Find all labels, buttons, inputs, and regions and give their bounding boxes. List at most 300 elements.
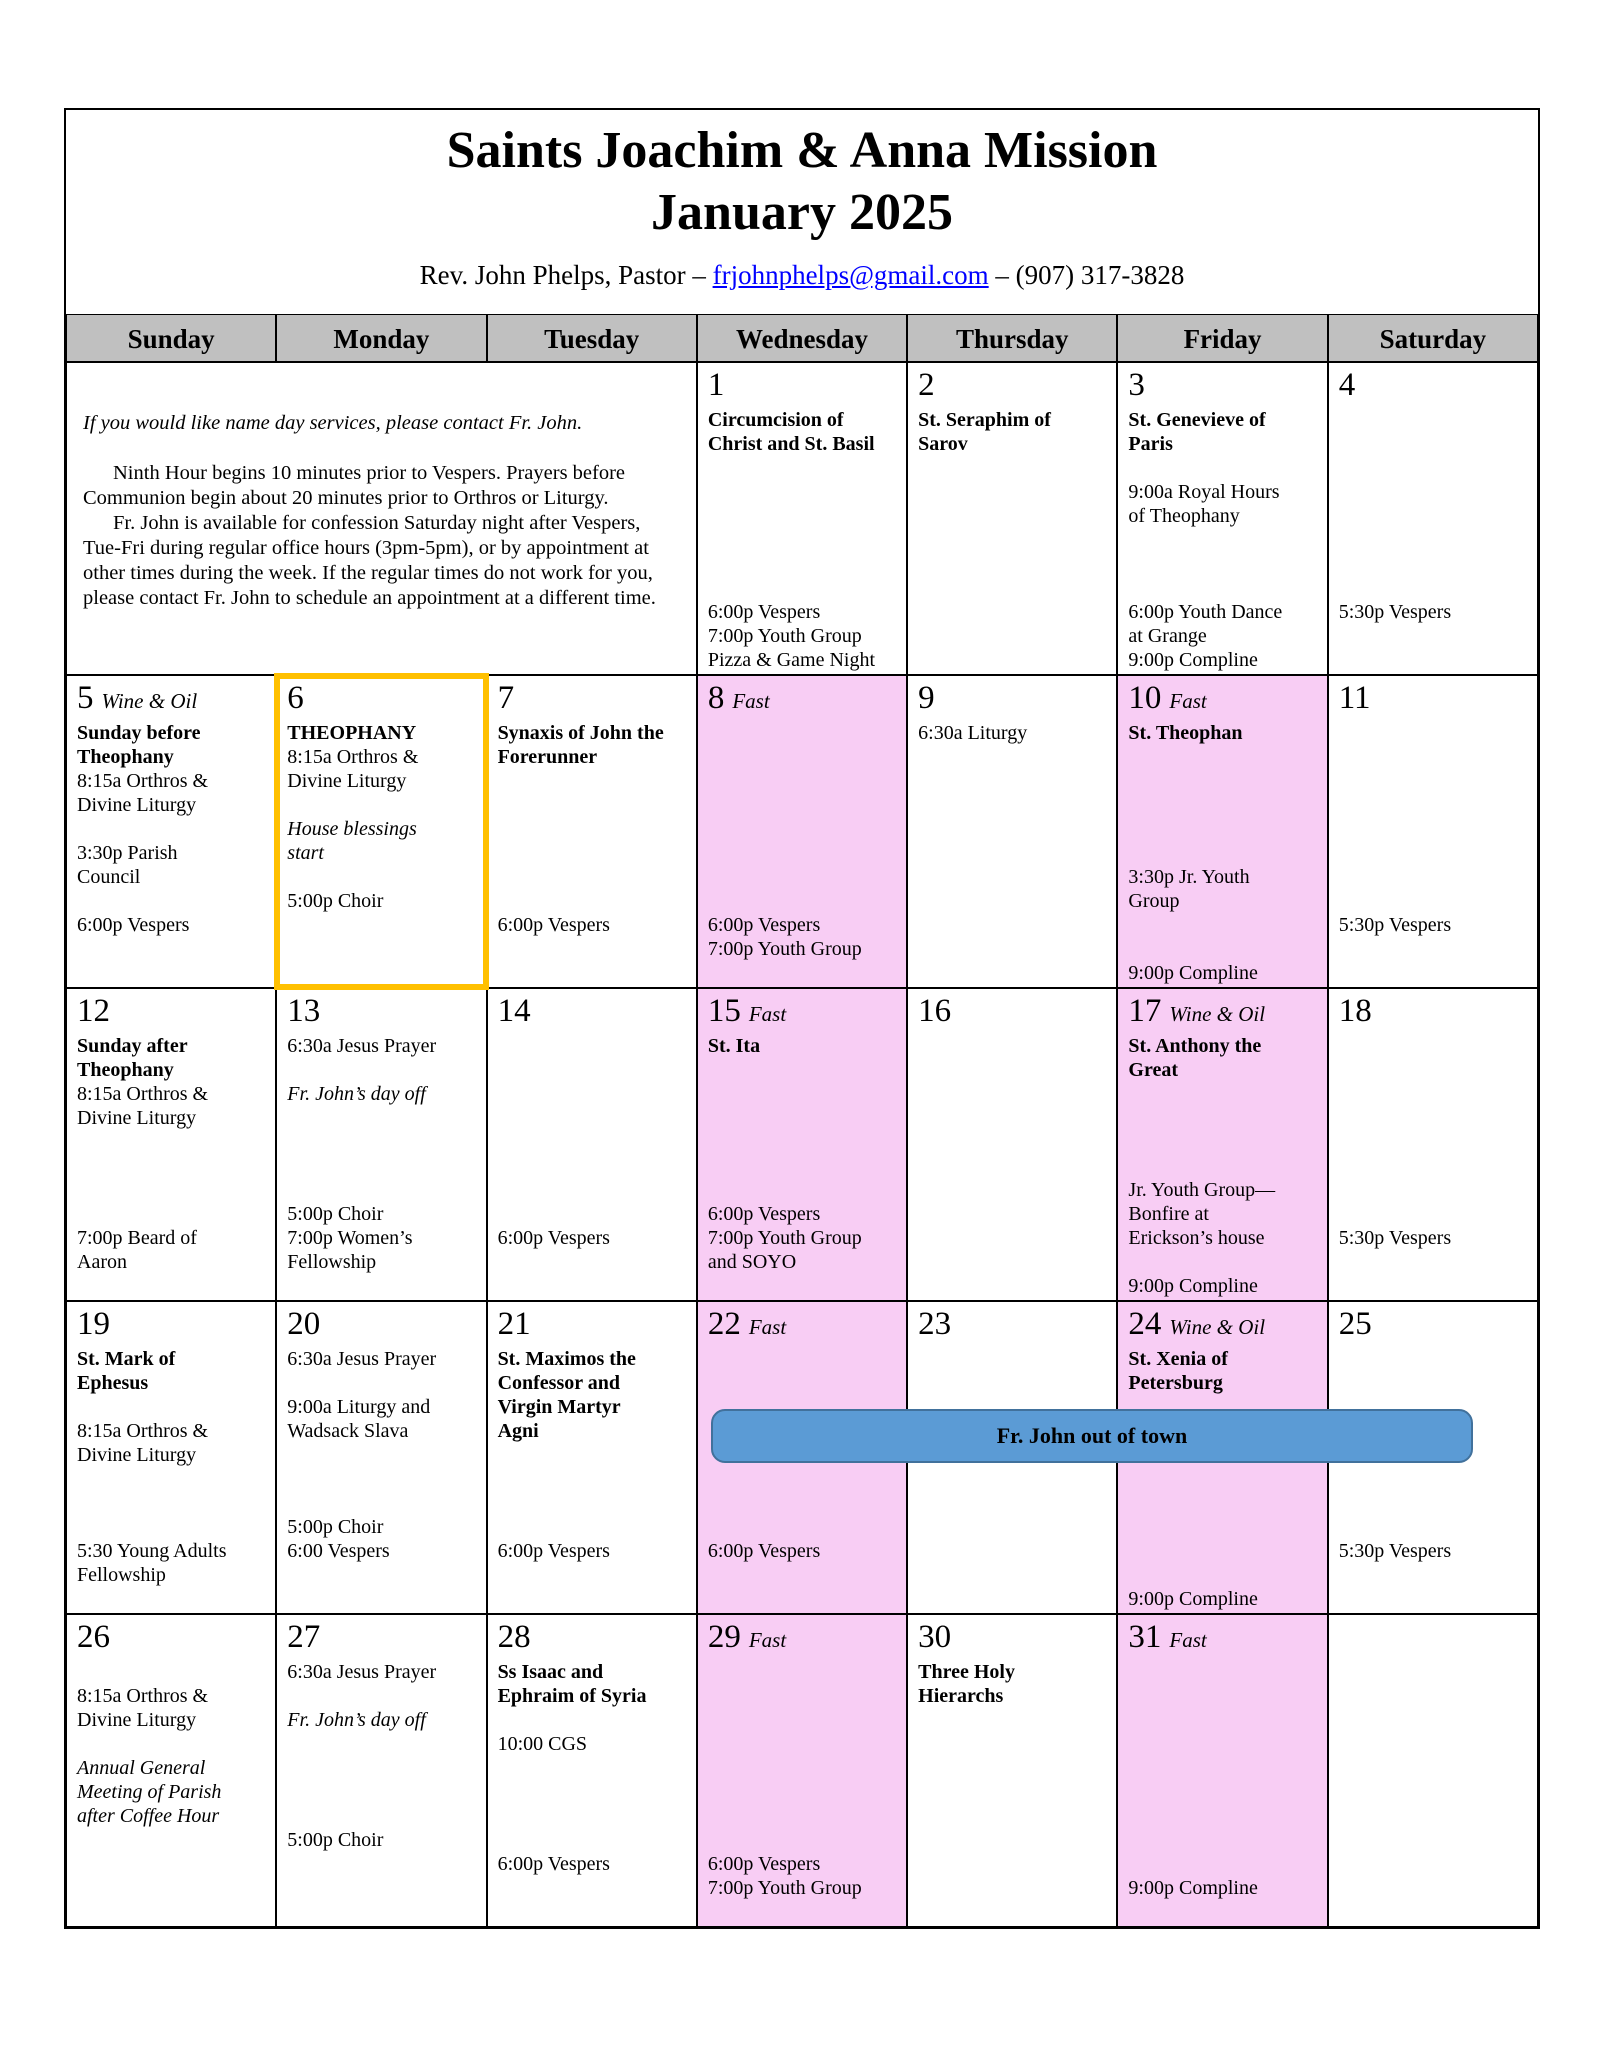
weekday-header-wednesday: Wednesday <box>697 314 907 362</box>
day-cell-11 <box>1328 675 1538 988</box>
event-line: 7:00p Youth Group <box>707 625 862 647</box>
day-number: 15 <box>707 993 741 1029</box>
day-number-line <box>708 680 896 722</box>
spacer-line <box>708 1516 896 1540</box>
spacer-line <box>498 1179 686 1203</box>
spacer-line <box>1128 457 1316 481</box>
day-number-line <box>918 367 1106 409</box>
day-cell-15 <box>697 988 907 1301</box>
spacer-line <box>1339 529 1527 553</box>
spacer-line <box>498 1805 686 1829</box>
spacer-line <box>1339 1203 1527 1227</box>
spacer-line <box>287 1372 475 1396</box>
spacer-line <box>287 1781 475 1805</box>
event-line: THEOPHANY <box>287 722 417 744</box>
spacer-line <box>1339 433 1527 457</box>
page-title-line1: Saints Joachim & Anna Mission <box>446 122 1158 179</box>
event-line: Wadsack Slava <box>287 1420 409 1442</box>
event-line: 9:00p Compline <box>1128 1877 1258 1899</box>
event-line: 8:15a Orthros & <box>77 1685 209 1707</box>
spacer-line <box>708 1083 896 1107</box>
event-line: 8:15a Orthros & <box>77 1083 209 1105</box>
spacer-line <box>708 577 896 601</box>
spacer-line <box>77 1661 265 1685</box>
spacer-line <box>708 457 896 481</box>
spacer-line <box>1128 1468 1316 1492</box>
day-number: 6 <box>287 680 304 716</box>
day-number: 14 <box>497 993 531 1029</box>
day-cell-5 <box>66 675 276 988</box>
spacer-line <box>498 842 686 866</box>
event-line: Divine Liturgy <box>77 1709 197 1731</box>
spacer-line <box>1128 746 1316 770</box>
spacer-line <box>708 1781 896 1805</box>
spacer-line <box>1128 842 1316 866</box>
spacer-line <box>77 1179 265 1203</box>
spacer-line <box>77 1733 265 1757</box>
title-block <box>66 110 1538 314</box>
spacer-line <box>77 818 265 842</box>
announcement-paragraph-1: Ninth Hour begins 10 minutes prior to Vespers. Prayers before Communion begin about 20 minutes prior to Orthros or Liturgy. <box>83 462 626 509</box>
day-number: 18 <box>1338 993 1372 1029</box>
spacer-line <box>708 529 896 553</box>
day-number: 23 <box>918 1306 952 1342</box>
spacer-line <box>1128 1709 1316 1733</box>
event-line: 6:00p Vespers <box>497 1227 610 1249</box>
day-number: 27 <box>287 1619 321 1655</box>
spacer-line <box>708 1468 896 1492</box>
day-tag-label: Wine & Oil <box>1169 1002 1266 1026</box>
event-line: St. Maximos the <box>497 1348 636 1370</box>
event-line: Sunday after <box>77 1035 188 1057</box>
event-line: Meeting of Parish <box>77 1781 222 1803</box>
day-number: 29 <box>707 1619 741 1655</box>
day-cell-28 <box>487 1614 697 1927</box>
event-line: St. Mark of <box>77 1348 176 1370</box>
day-cell-16 <box>907 988 1117 1301</box>
event-line: Three Holy <box>918 1661 1015 1683</box>
event-line: 3:30p Parish <box>77 842 178 864</box>
page-title-line2: January 2025 <box>651 184 953 241</box>
event-line: 7:00p Youth Group <box>707 1877 862 1899</box>
spacer-line <box>1339 722 1527 746</box>
day-number: 20 <box>287 1306 321 1342</box>
spacer-line <box>1339 866 1527 890</box>
day-cell-13 <box>276 988 486 1301</box>
day-cell-19 <box>66 1301 276 1614</box>
event-line: Divine Liturgy <box>287 770 407 792</box>
day-number-line <box>918 1306 1106 1348</box>
pastor-email-link[interactable]: frjohnphelps@gmail.com <box>712 260 989 290</box>
spacer-line <box>1128 1564 1316 1588</box>
spacer-line <box>1339 1348 1527 1372</box>
spacer-line <box>1339 1059 1527 1083</box>
day-cell-18 <box>1328 988 1538 1301</box>
event-line: 6:00p Vespers <box>707 1853 821 1875</box>
spacer-line <box>1339 1107 1527 1131</box>
spacer-line <box>1128 938 1316 962</box>
spacer-line <box>708 842 896 866</box>
spacer-line <box>708 1829 896 1853</box>
spacer-line <box>77 1203 265 1227</box>
event-line: 5:30p Vespers <box>1338 914 1452 936</box>
day-number: 30 <box>918 1619 952 1655</box>
event-line: Forerunner <box>497 746 598 768</box>
event-line: Jr. Youth Group— <box>1128 1179 1276 1201</box>
day-cell-29 <box>697 1614 907 1927</box>
spacer-line <box>1128 1853 1316 1877</box>
spacer-line <box>1339 1179 1527 1203</box>
event-line: 6:00p Vespers <box>497 1540 610 1562</box>
day-cell-12 <box>66 988 276 1301</box>
week-row-1 <box>66 362 1538 675</box>
spacer-line <box>287 1155 475 1179</box>
day-number-line <box>1128 1619 1316 1661</box>
event-line: 7:00p Women’s <box>287 1227 413 1249</box>
week-row-3 <box>66 988 1538 1301</box>
spacer-line <box>1339 409 1527 433</box>
day-tag-label: Wine & Oil <box>1169 1315 1266 1339</box>
spacer-line <box>498 1516 686 1540</box>
spacer-line <box>708 1805 896 1829</box>
event-line: Agni <box>497 1420 539 1442</box>
pastor-name-label: Rev. John Phelps, Pastor – <box>419 260 713 290</box>
event-line: Sarov <box>918 433 968 455</box>
weekday-header-sunday: Sunday <box>66 314 276 362</box>
spacer-line <box>1339 1468 1527 1492</box>
spacer-line <box>1128 1733 1316 1757</box>
spacer-line <box>1128 1107 1316 1131</box>
event-line: Annual General <box>77 1757 206 1779</box>
day-number: 26 <box>77 1619 110 1655</box>
event-line: 9:00p Compline <box>1128 649 1258 671</box>
day-tag-label: Fast <box>1169 689 1207 713</box>
spacer-line <box>1339 890 1527 914</box>
event-line: 5:30 Young Adults <box>77 1540 227 1562</box>
event-line: 7:00p Youth Group <box>707 1227 862 1249</box>
day-number-line <box>1339 1619 1527 1661</box>
weekday-header-row <box>66 314 1538 362</box>
day-number-line <box>77 993 265 1035</box>
event-line: and SOYO <box>707 1251 797 1273</box>
event-line: St. Ita <box>707 1035 761 1057</box>
event-line: Bonfire at <box>1128 1203 1209 1225</box>
day-number: 9 <box>918 680 935 716</box>
spacer-line <box>498 770 686 794</box>
day-number-line <box>918 1619 1106 1661</box>
event-line: Fr. John’s day off <box>287 1083 426 1105</box>
event-line: 6:00p Vespers <box>707 1203 821 1225</box>
event-line: St. Genevieve of <box>1128 409 1266 431</box>
day-cell-26 <box>66 1614 276 1927</box>
spacer-line <box>1128 553 1316 577</box>
spacer-line <box>1128 529 1316 553</box>
event-line: 3:30p Jr. Youth <box>1128 866 1250 888</box>
day-number-line <box>1128 1306 1316 1348</box>
spacer-line <box>708 1661 896 1685</box>
spacer-line <box>1128 1805 1316 1829</box>
day-cell-31 <box>1117 1614 1327 1927</box>
event-line: 6:00p Vespers <box>497 1853 610 1875</box>
spacer-line <box>498 1059 686 1083</box>
day-number-line <box>498 1619 686 1661</box>
day-cell-27 <box>276 1614 486 1927</box>
event-line: start <box>287 842 324 864</box>
spacer-line <box>1339 553 1527 577</box>
day-number-line <box>708 1306 896 1348</box>
spacer-line <box>287 1107 475 1131</box>
spacer-line <box>498 1709 686 1733</box>
spacer-line <box>1339 457 1527 481</box>
spacer-line <box>708 481 896 505</box>
spacer-line <box>1339 1083 1527 1107</box>
day-number-line <box>918 680 1106 722</box>
day-number: 31 <box>1128 1619 1162 1655</box>
event-line: Ss Isaac and <box>497 1661 604 1683</box>
spacer-line <box>1339 1155 1527 1179</box>
announcements-cell <box>66 362 697 675</box>
day-number-line <box>1339 1306 1527 1348</box>
spacer-line <box>708 1492 896 1516</box>
event-line: St. Anthony the <box>1128 1035 1262 1057</box>
day-number-line <box>708 1619 896 1661</box>
spacer-line <box>1128 1540 1316 1564</box>
day-number-line <box>498 993 686 1035</box>
day-tag-label: Fast <box>748 1628 787 1652</box>
week-row-4 <box>66 1301 1538 1614</box>
day-number: 11 <box>1338 680 1371 716</box>
weekday-header-tuesday: Tuesday <box>487 314 697 362</box>
event-line: Circumcision of <box>707 409 844 431</box>
spacer-line <box>498 890 686 914</box>
event-line: Divine Liturgy <box>77 1444 197 1466</box>
event-line: at Grange <box>1128 625 1207 647</box>
day-number: 4 <box>1338 367 1356 403</box>
event-line: St. Theophan <box>1128 722 1243 744</box>
spacer-line <box>708 1757 896 1781</box>
day-cell-8 <box>697 675 907 988</box>
spacer-line <box>1128 1516 1316 1540</box>
day-tag-label: Fast <box>1169 1628 1207 1652</box>
day-cell-4 <box>1328 362 1538 675</box>
day-number: 25 <box>1338 1306 1372 1342</box>
event-line: of Theophany <box>1128 505 1240 527</box>
spacer-line <box>1128 914 1316 938</box>
spacer-line <box>498 866 686 890</box>
spacer-line <box>498 1492 686 1516</box>
spacer-line <box>287 1468 475 1492</box>
event-line: 10:00 CGS <box>497 1733 588 1755</box>
event-line: Synaxis of John the <box>497 722 664 744</box>
spacer-line <box>77 1155 265 1179</box>
spacer-line <box>1128 1661 1316 1685</box>
spacer-line <box>498 1203 686 1227</box>
event-line: Erickson’s house <box>1128 1227 1265 1249</box>
spacer-line <box>1128 1492 1316 1516</box>
week-row-2 <box>66 675 1538 988</box>
spacer-line <box>287 1131 475 1155</box>
event-line: 5:00p Choir <box>287 1203 384 1225</box>
spacer-line <box>498 1035 686 1059</box>
event-line: 6:00 Vespers <box>287 1540 390 1562</box>
day-number: 21 <box>497 1306 531 1342</box>
event-line: Ephraim of Syria <box>497 1685 647 1707</box>
spacer-line <box>708 1059 896 1083</box>
event-line: 8:15a Orthros & <box>287 746 419 768</box>
event-line: 6:30a Jesus Prayer <box>287 1035 437 1057</box>
spacer-line <box>708 722 896 746</box>
event-line: Council <box>77 866 141 888</box>
day-number: 22 <box>707 1306 741 1342</box>
day-number-line <box>1128 993 1316 1035</box>
weekday-header-monday: Monday <box>276 314 486 362</box>
day-number: 24 <box>1128 1306 1162 1342</box>
day-number: 12 <box>77 993 110 1029</box>
day-cell-20 <box>276 1301 486 1614</box>
spacer-line <box>498 1468 686 1492</box>
spacer-line <box>287 1492 475 1516</box>
event-line: Christ and St. Basil <box>707 433 875 455</box>
spacer-line <box>287 794 475 818</box>
spacer-line <box>77 1131 265 1155</box>
event-line: Pizza & Game Night <box>707 649 876 671</box>
spacer-line <box>1128 1757 1316 1781</box>
event-line: 5:30p Vespers <box>1338 601 1452 623</box>
spacer-line <box>498 818 686 842</box>
calendar-weeks <box>66 362 1538 1927</box>
day-number-line <box>287 993 475 1035</box>
spacer-line <box>708 1107 896 1131</box>
event-line: 7:00p Youth Group <box>707 938 862 960</box>
spacer-line <box>77 1492 265 1516</box>
weekday-header-thursday: Thursday <box>907 314 1117 362</box>
day-cell-21 <box>487 1301 697 1614</box>
day-number: 3 <box>1128 367 1145 403</box>
out-of-town-banner: Fr. John out of town <box>711 1409 1473 1463</box>
spacer-line <box>77 890 265 914</box>
day-number-line <box>1128 680 1316 722</box>
event-line: 5:00p Choir <box>287 1829 384 1851</box>
spacer-line <box>287 866 475 890</box>
spacer-line <box>708 1179 896 1203</box>
event-line: House blessings <box>287 818 417 840</box>
event-line: Divine Liturgy <box>77 1107 197 1129</box>
spacer-line <box>1339 818 1527 842</box>
day-number-line <box>708 993 896 1035</box>
event-line: 6:00p Vespers <box>707 601 821 623</box>
event-line: Theophany <box>77 746 174 768</box>
spacer-line <box>1339 1131 1527 1155</box>
spacer-line <box>77 1516 265 1540</box>
event-line: Paris <box>1128 433 1173 455</box>
event-line: 5:00p Choir <box>287 890 384 912</box>
spacer-line <box>287 1805 475 1829</box>
day-tag-label: Fast <box>748 1315 787 1339</box>
spacer-line <box>708 770 896 794</box>
spacer-line <box>1339 746 1527 770</box>
day-number: 13 <box>287 993 321 1029</box>
spacer-line <box>498 1829 686 1853</box>
day-number: 16 <box>918 993 952 1029</box>
event-line: 6:00p Vespers <box>707 914 821 936</box>
event-line: Divine Liturgy <box>77 794 197 816</box>
event-line: Group <box>1128 890 1180 912</box>
event-line: Petersburg <box>1128 1372 1223 1394</box>
spacer-line <box>1128 1251 1316 1275</box>
pastor-contact-line <box>66 258 1538 292</box>
spacer-line <box>498 1757 686 1781</box>
day-number-line <box>77 1619 265 1661</box>
spacer-line <box>708 890 896 914</box>
day-number-line <box>77 680 265 722</box>
spacer-line <box>287 1059 475 1083</box>
event-line: 5:00p Choir <box>287 1516 384 1538</box>
event-line: 8:15a Orthros & <box>77 1420 209 1442</box>
event-line: Sunday before <box>77 722 201 744</box>
event-line: St. Seraphim of <box>918 409 1051 431</box>
day-number-line <box>287 680 475 722</box>
spacer-line <box>1339 481 1527 505</box>
announcement-intro: If you would like name day services, please contact Fr. John. <box>83 412 583 434</box>
event-line: 9:00p Compline <box>1128 1275 1258 1297</box>
spacer-line <box>1339 1492 1527 1516</box>
day-number-line <box>287 1619 475 1661</box>
day-number-line <box>1339 993 1527 1035</box>
spacer-line <box>708 866 896 890</box>
spacer-line <box>1339 1516 1527 1540</box>
spacer-line <box>1339 794 1527 818</box>
event-line: 5:30p Vespers <box>1338 1540 1452 1562</box>
event-line: Virgin Martyr <box>497 1396 621 1418</box>
announcement-spacer <box>83 436 680 461</box>
spacer-line <box>1339 842 1527 866</box>
spacer-line <box>708 1131 896 1155</box>
spacer-line <box>1128 794 1316 818</box>
day-number-line <box>708 367 896 409</box>
day-number-line <box>1339 680 1527 722</box>
spacer-line <box>498 1107 686 1131</box>
event-line: Great <box>1128 1059 1179 1081</box>
spacer-line <box>708 794 896 818</box>
event-line: 9:00a Liturgy and <box>287 1396 431 1418</box>
event-line: 6:30a Jesus Prayer <box>287 1348 437 1370</box>
empty-day-cell <box>1328 1614 1538 1927</box>
spacer-line <box>287 1685 475 1709</box>
day-cell-3 <box>1117 362 1327 675</box>
day-tag-label: Wine & Oil <box>101 689 198 713</box>
day-number: 28 <box>497 1619 531 1655</box>
spacer-line <box>1128 1083 1316 1107</box>
day-tag-label: Fast <box>732 689 770 713</box>
weekday-header-saturday: Saturday <box>1328 314 1538 362</box>
event-line: 6:00p Vespers <box>77 914 190 936</box>
day-cell-9 <box>907 675 1117 988</box>
spacer-line <box>708 818 896 842</box>
spacer-line <box>708 553 896 577</box>
event-line: 8:15a Orthros & <box>77 770 209 792</box>
event-line: Hierarchs <box>918 1685 1004 1707</box>
event-line: 6:00p Youth Dance <box>1128 601 1283 623</box>
spacer-line <box>1339 770 1527 794</box>
spacer-line <box>498 1781 686 1805</box>
spacer-line <box>1339 1372 1527 1396</box>
spacer-line <box>708 1348 896 1372</box>
spacer-line <box>287 1179 475 1203</box>
event-line: 6:30a Liturgy <box>918 722 1028 744</box>
spacer-line <box>1128 1155 1316 1179</box>
spacer-line <box>287 1757 475 1781</box>
weekday-header-friday: Friday <box>1117 314 1327 362</box>
